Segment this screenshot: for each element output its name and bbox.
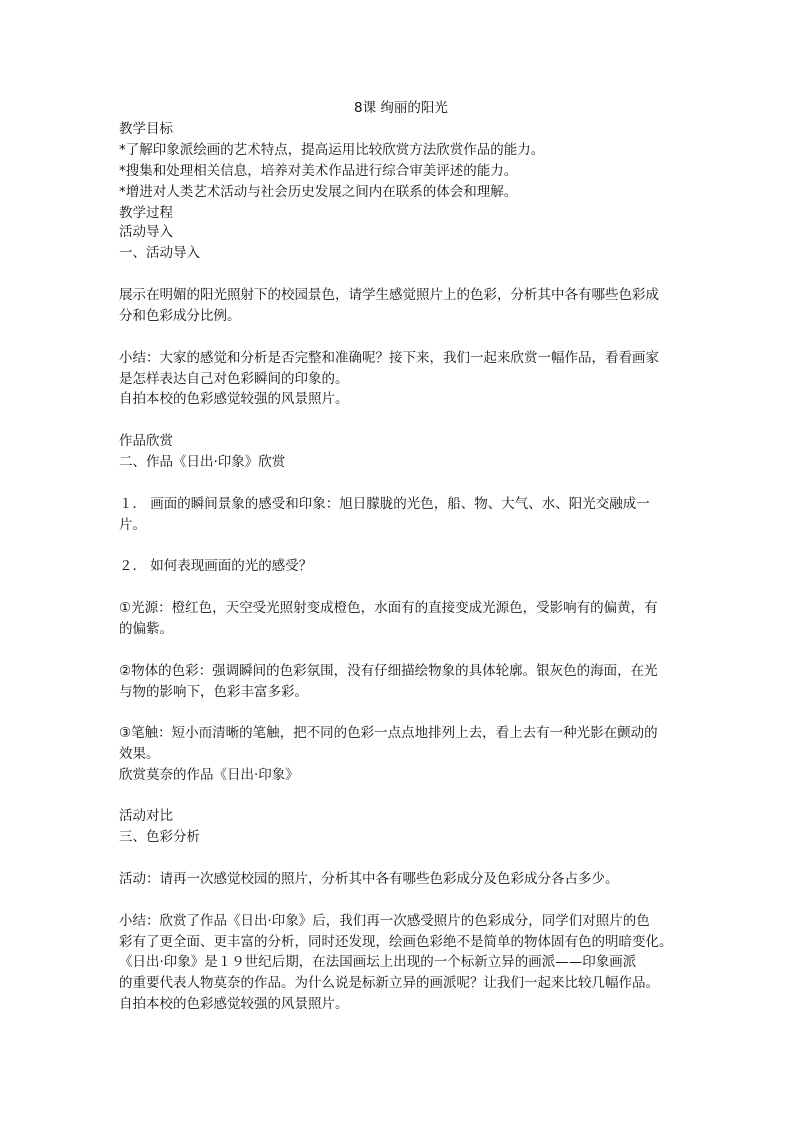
paragraph-line: 的偏紫。: [119, 621, 173, 637]
paragraph-line: 欣赏莫奈的作品《日出·印象》: [119, 767, 299, 783]
heading-teaching-goals: 教学目标: [119, 121, 173, 137]
goal-line: *增进对人类艺术活动与社会历史发展之间内在联系的体会和理解。: [119, 184, 518, 200]
paragraph-line: 小结：欣赏了作品《日出·印象》后，我们再一次感受照片的色彩成分，同学们对照片的色: [119, 913, 650, 929]
paragraph-line: 是怎样表达自己对色彩瞬间的印象的。: [119, 371, 349, 387]
paragraph-line: ２． 如何表现画面的光的感受？: [119, 558, 313, 574]
paragraph-line: 效果。: [119, 746, 160, 762]
paragraph-line: 展示在明媚的阳光照射下的校园景色，请学生感觉照片上的色彩，分析其中各有哪些色彩成: [119, 287, 659, 303]
page-title: 8课 绚丽的阳光: [354, 100, 448, 116]
paragraph-line: ①光源：橙红色，天空受光照射变成橙色，水面有的直接变成光源色，受影响有的偏黄，有: [119, 600, 658, 616]
paragraph-line: 《日出·印象》是１９世纪后期，在法国画坛上出现的一个标新立异的画派——印象画派: [119, 954, 637, 970]
section-subheading: 一、活动导入: [119, 245, 200, 261]
goal-line: *了解印象派绘画的艺术特点，提高运用比较欣赏方法欣赏作品的能力。: [119, 142, 545, 158]
section-subheading: 三、色彩分析: [119, 829, 200, 845]
paragraph-line: ②物体的色彩：强调瞬间的色彩氛围，没有仔细描绘物象的具体轮廓。银灰色的海面，在光: [119, 663, 658, 679]
section-label: 活动导入: [119, 224, 173, 240]
paragraph-line: 彩有了更全面、更丰富的分析，同时还发现，绘画色彩绝不是简单的物体固有色的明暗变化。: [119, 934, 673, 950]
paragraph-line: 活动：请再一次感觉校园的照片，分析其中各有哪些色彩成分及色彩成分各占多少。: [119, 871, 619, 887]
paragraph-line: 片。: [119, 517, 146, 533]
paragraph-line: ③笔触：短小而清晰的笔触，把不同的色彩一点点地排列上去，看上去有一种光影在颤动的: [119, 725, 658, 741]
heading-teaching-process: 教学过程: [119, 205, 173, 221]
section-label: 活动对比: [119, 808, 173, 824]
goal-line: *搜集和处理相关信息，培养对美术作品进行综合审美评述的能力。: [119, 163, 518, 179]
paragraph-line: 的重要代表人物莫奈的作品。为什么说是标新立异的画派呢？让我们一起来比较几幅作品。: [119, 975, 659, 991]
section-subheading: 二、作品《日出·印象》欣赏: [119, 454, 286, 470]
paragraph-line: １． 画面的瞬间景象的感受和印象：旭日朦胧的光色，船、物、大气、水、阳光交融成一: [119, 496, 650, 512]
section-label: 作品欣赏: [119, 433, 173, 449]
paragraph-line: 自拍本校的色彩感觉较强的风景照片。: [119, 996, 349, 1012]
paragraph-line: 小结：大家的感觉和分析是否完整和准确呢？接下来，我们一起来欣赏一幅作品，看看画家: [119, 350, 659, 366]
paragraph-line: 分和色彩成分比例。: [119, 308, 241, 324]
paragraph-line: 与物的影响下，色彩丰富多彩。: [119, 684, 308, 700]
paragraph-line: 自拍本校的色彩感觉较强的风景照片。: [119, 391, 349, 407]
